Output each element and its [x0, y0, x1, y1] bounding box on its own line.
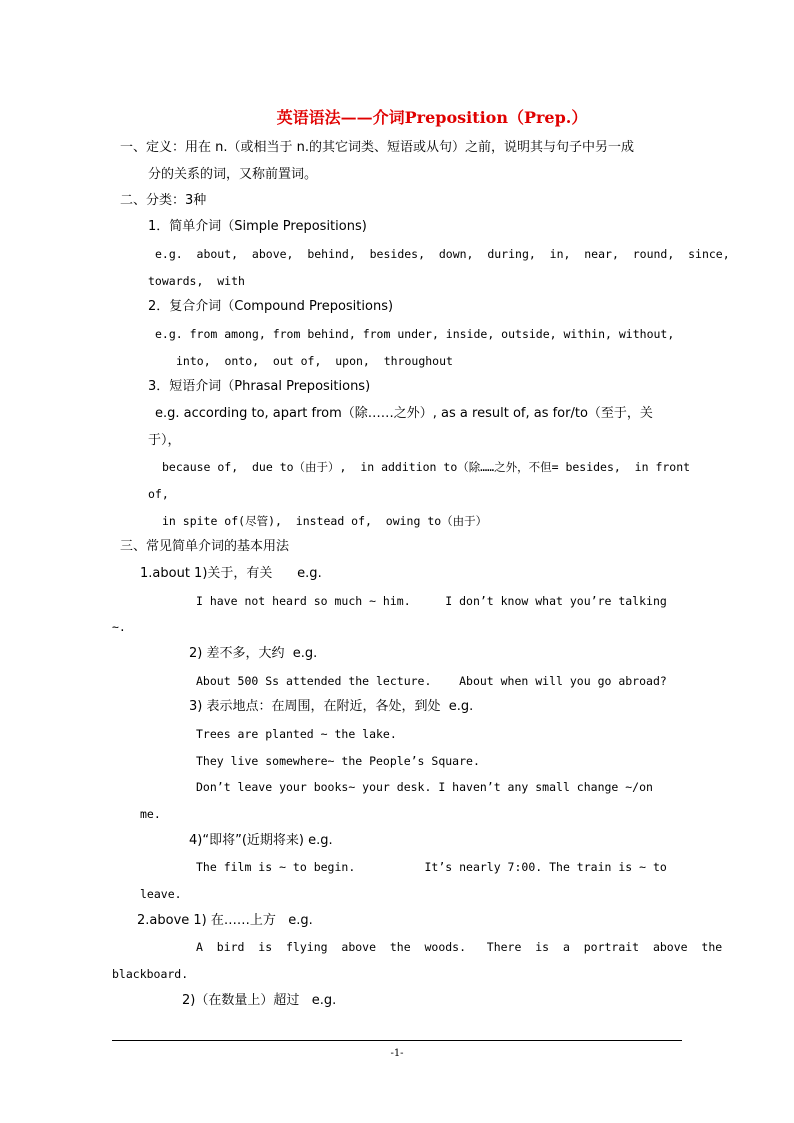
footer-divider	[112, 1040, 682, 1041]
text-line: 一、定义：用在 n.（或相当于 n.的其它词类、短语或从句）之前，说明其与句子中另一成	[120, 140, 635, 155]
text-line: Don’t leave your books~ your desk. I haven’t any small change ~/on	[196, 780, 653, 794]
text-line: A bird is flying above the woods. There is a portrait above the	[196, 940, 723, 954]
text-line: ~.	[112, 620, 126, 634]
text-line: 二、分类：3种	[120, 193, 207, 208]
text-line: The film is ~ to begin. It’s nearly 7:00. The train is ~ to	[196, 860, 667, 874]
text-line: 2.above 1) 在……上方 e.g.	[137, 913, 313, 928]
text-line: 2)（在数量上）超过 e.g.	[182, 993, 337, 1008]
text-line: Trees are planted ~ the lake.	[196, 727, 397, 741]
text-line: blackboard.	[112, 967, 189, 981]
text-line: 分的关系的词，又称前置词。	[148, 167, 318, 182]
text-line: 1.about 1)关于，有关 e.g.	[140, 566, 322, 581]
text-line: of,	[148, 487, 169, 501]
text-line: 1．简单介词（Simple Prepositions)	[148, 219, 367, 234]
text-line: 3) 表示地点：在周围，在附近，各处，到处 e.g.	[189, 699, 474, 714]
text-line: About 500 Ss attended the lecture. About when will you go abroad?	[196, 674, 667, 688]
text-line: towards, with	[148, 274, 245, 288]
text-line: into, onto, out of, upon, throughout	[176, 354, 453, 368]
text-line: 2) 差不多，大约 e.g.	[189, 646, 318, 661]
text-line: 2．复合介词（Compound Prepositions)	[148, 299, 394, 314]
text-line: me.	[140, 807, 161, 821]
text-line: 于），	[148, 433, 181, 448]
text-line: e.g. according to, apart from（除……之外）, as a result of, as for/to（至于，关	[155, 406, 653, 421]
text-line: They live somewhere~ the People’s Square.	[196, 754, 480, 768]
page-number: -1-	[390, 1048, 404, 1059]
text-line: e.g. about, above, behind, besides, down, during, in, near, round, since,	[155, 247, 730, 261]
text-line: 4)“即将”(近期将来) e.g.	[189, 833, 333, 848]
text-line: because of, due to（由于）, in addition to（除……之外，不但= besides, in front	[162, 460, 691, 474]
text-line: I have not heard so much ~ him. I don’t know what you’re talking	[196, 594, 667, 608]
text-line: in spite of(尽管), instead of, owing to（由于）	[162, 514, 488, 528]
text-line: leave.	[140, 887, 182, 901]
text-line: e.g. from among, from behind, from under, inside, outside, within, without,	[155, 327, 675, 341]
text-line: 3．短语介词（Phrasal Prepositions)	[148, 379, 371, 394]
text-line: 三、常见简单介词的基本用法	[120, 539, 290, 554]
document-title: 英语语法——介词Preposition（Prep.）	[276, 108, 588, 127]
